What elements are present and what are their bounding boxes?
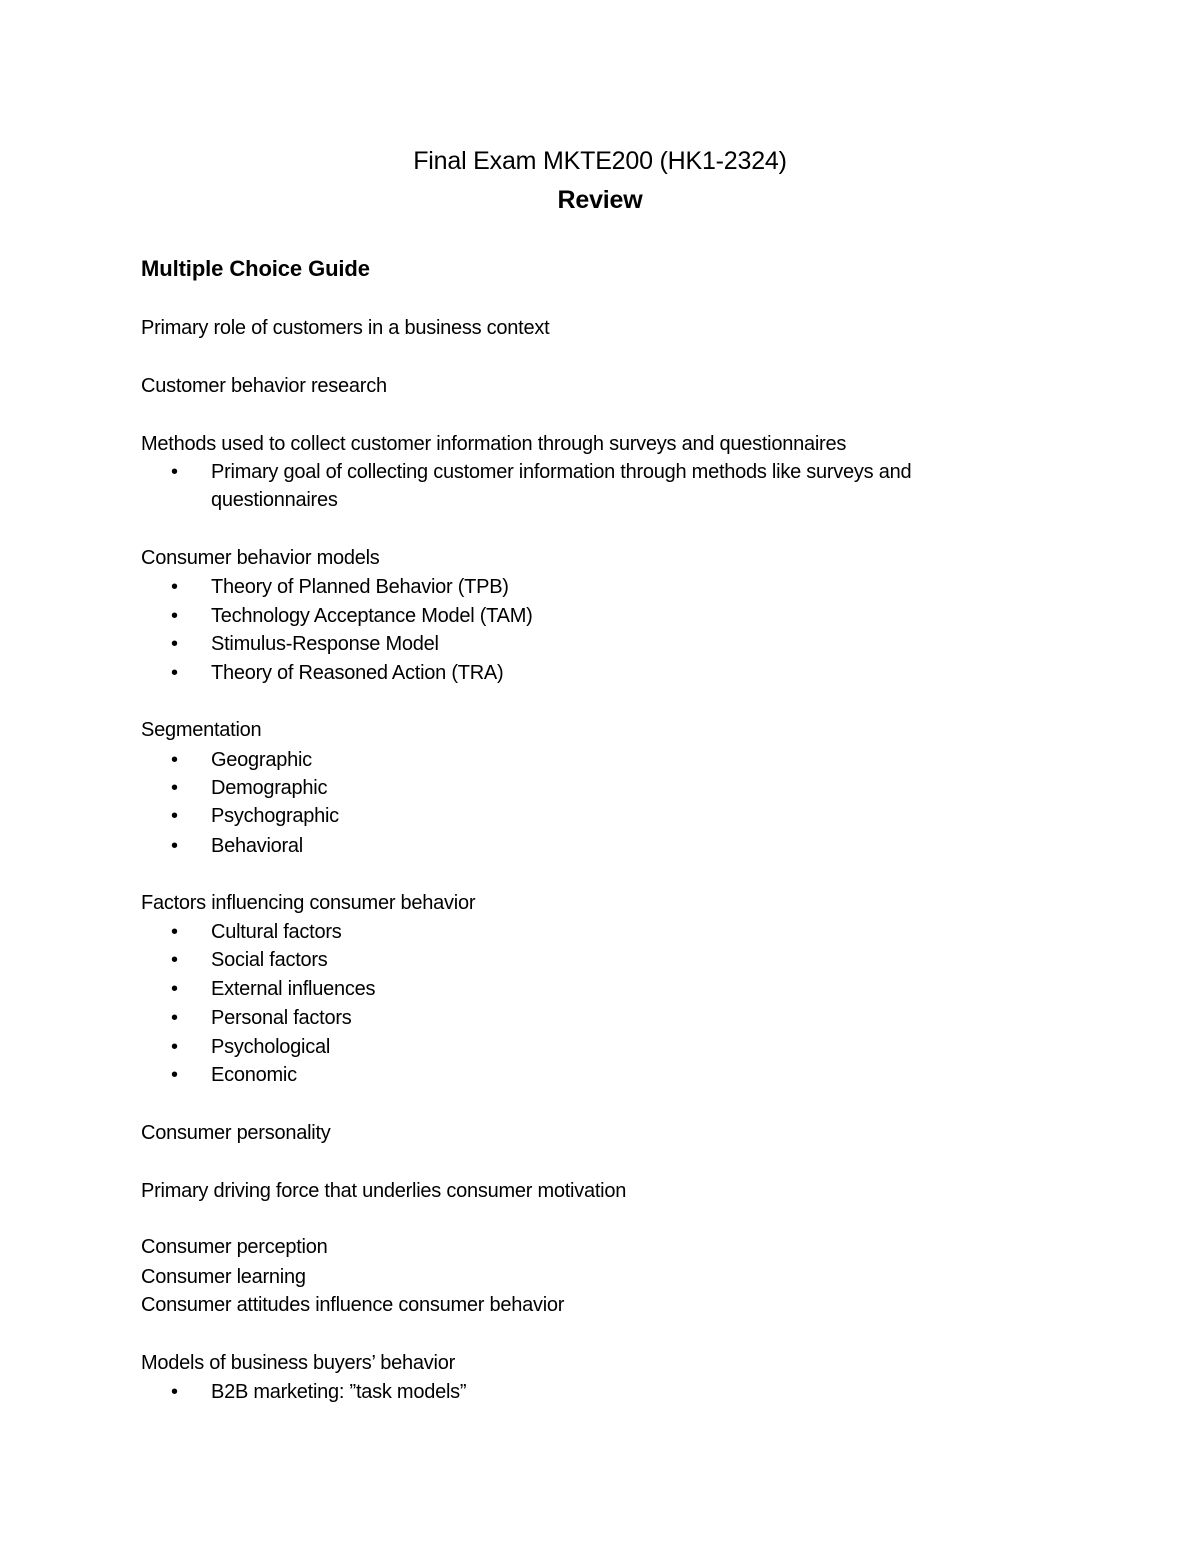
list-item-text: Economic (211, 1064, 297, 1086)
section-heading: Multiple Choice Guide (141, 256, 370, 281)
topic-driving-force: Primary driving force that underlies consumer motivation (141, 1180, 627, 1202)
bullet-icon: • (171, 805, 179, 827)
list-item-text: Technology Acceptance Model (TAM) (211, 605, 533, 627)
list-item-text: Demographic (211, 777, 328, 799)
list-item-text: Personal factors (211, 1007, 352, 1029)
topic-primary-role: Primary role of customers in a business context (141, 317, 550, 339)
topic-attitudes: Consumer attitudes influence consumer behavior (141, 1294, 565, 1316)
list-item-text: Geographic (211, 749, 312, 771)
list-item-text: Stimulus-Response Model (211, 633, 439, 655)
topic-methods: Methods used to collect customer information through surveys and questionnaires (141, 433, 847, 455)
bullet-icon: • (171, 1064, 179, 1086)
bullet-icon: • (171, 633, 179, 655)
topic-personality: Consumer personality (141, 1122, 331, 1144)
topic-models: Consumer behavior models (141, 547, 380, 569)
bullet-icon: • (171, 749, 179, 771)
list-item-text: Psychographic (211, 805, 339, 827)
topic-segmentation: Segmentation (141, 719, 262, 741)
topic-perception: Consumer perception (141, 1236, 328, 1258)
document-subtitle: Review (557, 186, 643, 214)
list-item-text: B2B marketing: ”task models” (211, 1381, 467, 1403)
bullet-icon: • (171, 461, 179, 483)
bullet-icon: • (171, 662, 179, 684)
topic-business-buyers: Models of business buyers’ behavior (141, 1352, 456, 1374)
bullet-icon: • (171, 777, 179, 799)
document-title: Final Exam MKTE200 (HK1-2324) (413, 147, 787, 175)
list-item-text: Primary goal of collecting customer information through methods like surveys and questionnaires (211, 461, 912, 511)
list-item-text: Psychological (211, 1036, 331, 1058)
bullet-icon: • (171, 1036, 179, 1058)
list-item-text: Theory of Planned Behavior (TPB) (211, 576, 509, 598)
bullet-icon: • (171, 921, 179, 943)
bullet-icon: • (171, 576, 179, 598)
list-item-text: External influences (211, 978, 376, 1000)
bullet-icon: • (171, 605, 179, 627)
topic-learning: Consumer learning (141, 1266, 306, 1288)
bullet-icon: • (171, 978, 179, 1000)
list-item-text: Behavioral (211, 835, 304, 857)
list-item-text: Cultural factors (211, 921, 342, 943)
bullet-icon: • (171, 1381, 179, 1403)
topic-factors: Factors influencing consumer behavior (141, 892, 476, 914)
bullet-icon: • (171, 949, 179, 971)
bullet-icon: • (171, 1007, 179, 1029)
bullet-icon: • (171, 835, 179, 857)
topic-behavior-research: Customer behavior research (141, 375, 387, 397)
list-item-text: Theory of Reasoned Action (TRA) (211, 662, 504, 684)
list-item-text: Social factors (211, 949, 328, 971)
